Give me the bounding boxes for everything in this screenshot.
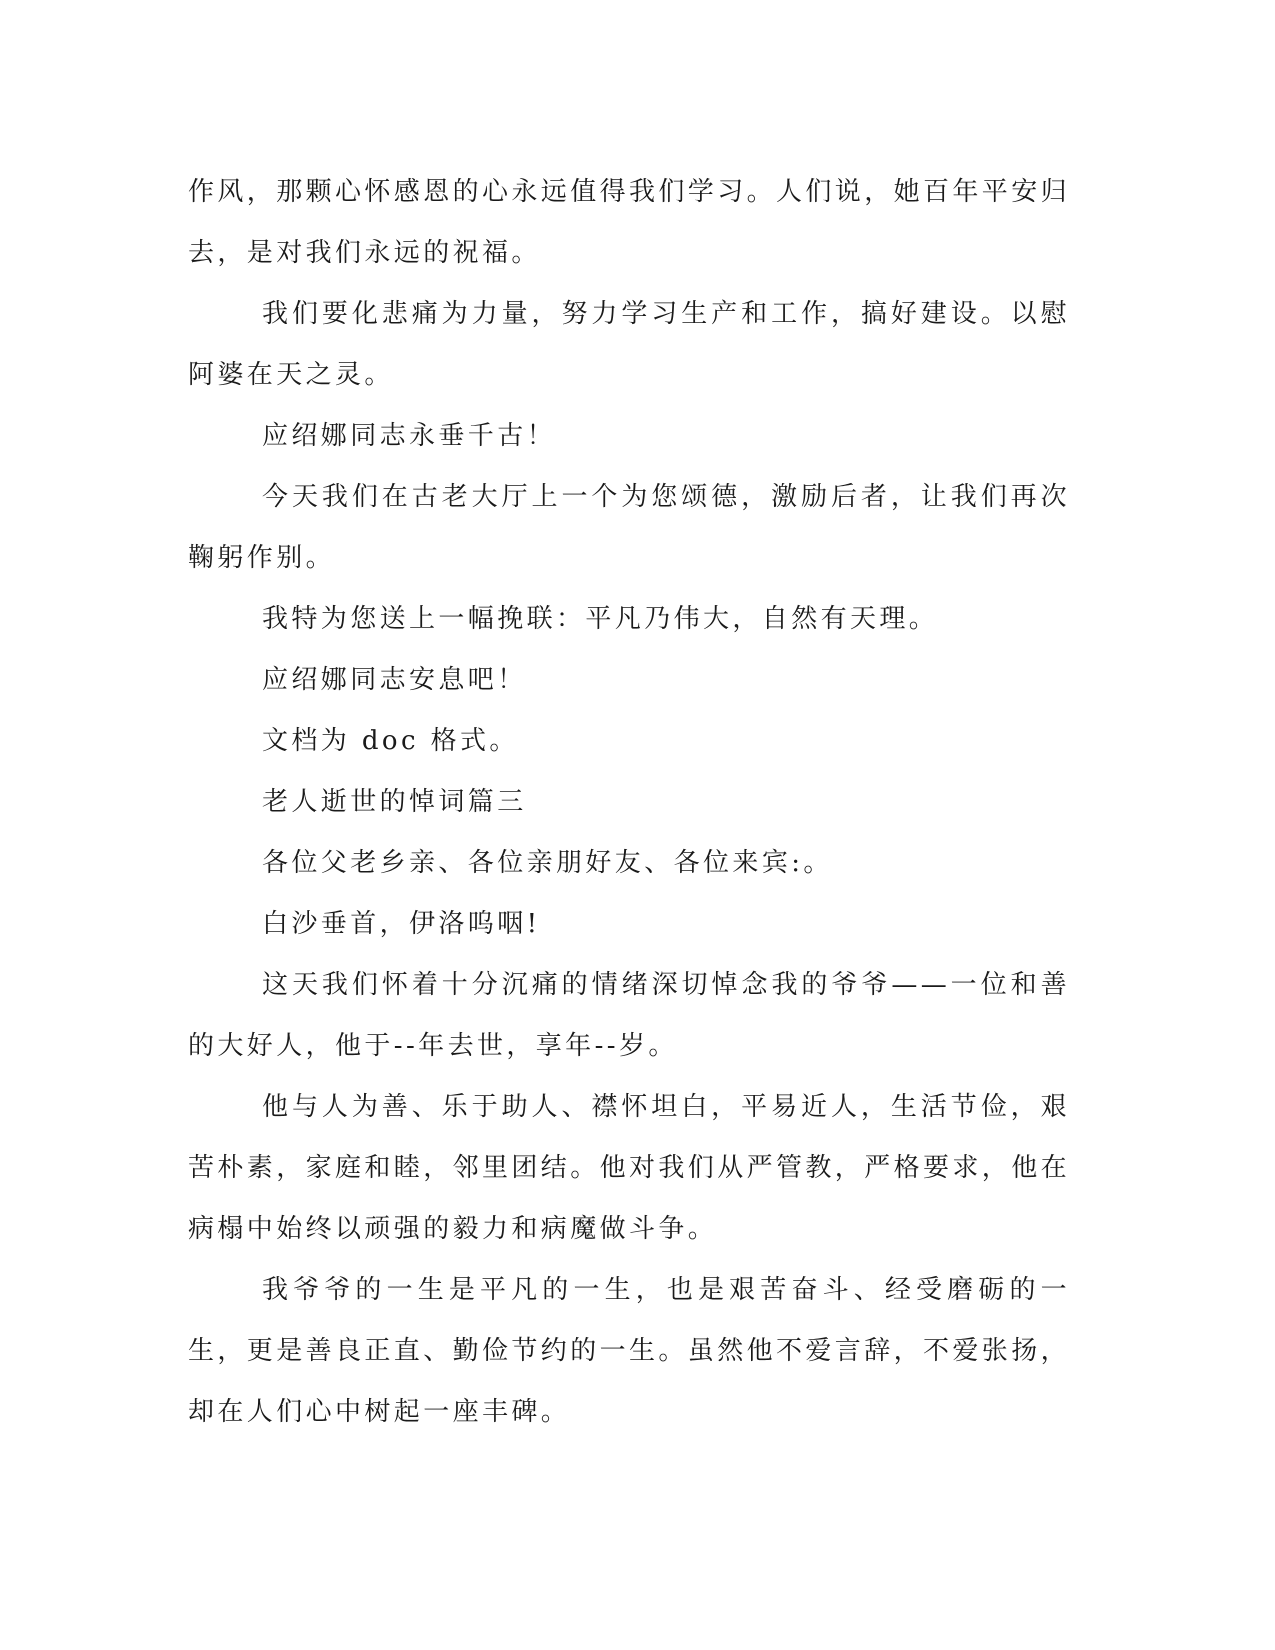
paragraph: 白沙垂首，伊洛呜咽! [262,909,541,939]
paragraph: 作风，那颗心怀感恩的心永远值得我们学习。人们说，她百年平安归去，是对我们永远的祝福。 [188,177,1071,268]
paragraph: 这天我们怀着十分沉痛的情绪深切悼念我的爷爷——一位和善的大好人，他于--年去世，享年--岁。 [188,970,1070,1061]
paragraph: 文档为 doc 格式。 [262,726,519,756]
section-heading: 老人逝世的悼词篇三 [262,787,527,817]
paragraph: 我们要化悲痛为力量，努力学习生产和工作，搞好建设。以慰阿婆在天之灵。 [188,299,1070,390]
paragraph: 他与人为善、乐于助人、襟怀坦白，平易近人，生活节俭，艰苦朴素，家庭和睦，邻里团结。他对我们从严管教，严格要求，他在病榻中始终以顽强的毅力和病魔做斗争。 [188,1092,1071,1244]
paragraph: 我爷爷的一生是平凡的一生，也是艰苦奋斗、经受磨砺的一生，更是善良正直、勤俭节约的一生。虽然他不爱言辞，不爱张扬，却在人们心中树起一座丰碑。 [188,1275,1071,1427]
paragraph: 今天我们在古老大厅上一个为您颂德，激励后者，让我们再次鞠躬作别。 [188,482,1070,573]
paragraph: 应绍娜同志安息吧！ [262,665,527,695]
salutation: 各位父老乡亲、各位亲朋好友、各位来宾:。 [262,848,833,878]
document-body [188,162,1070,1443]
paragraph: 应绍娜同志永垂千古！ [262,421,557,451]
paragraph: 我特为您送上一幅挽联：平凡乃伟大，自然有天理。 [262,604,939,634]
